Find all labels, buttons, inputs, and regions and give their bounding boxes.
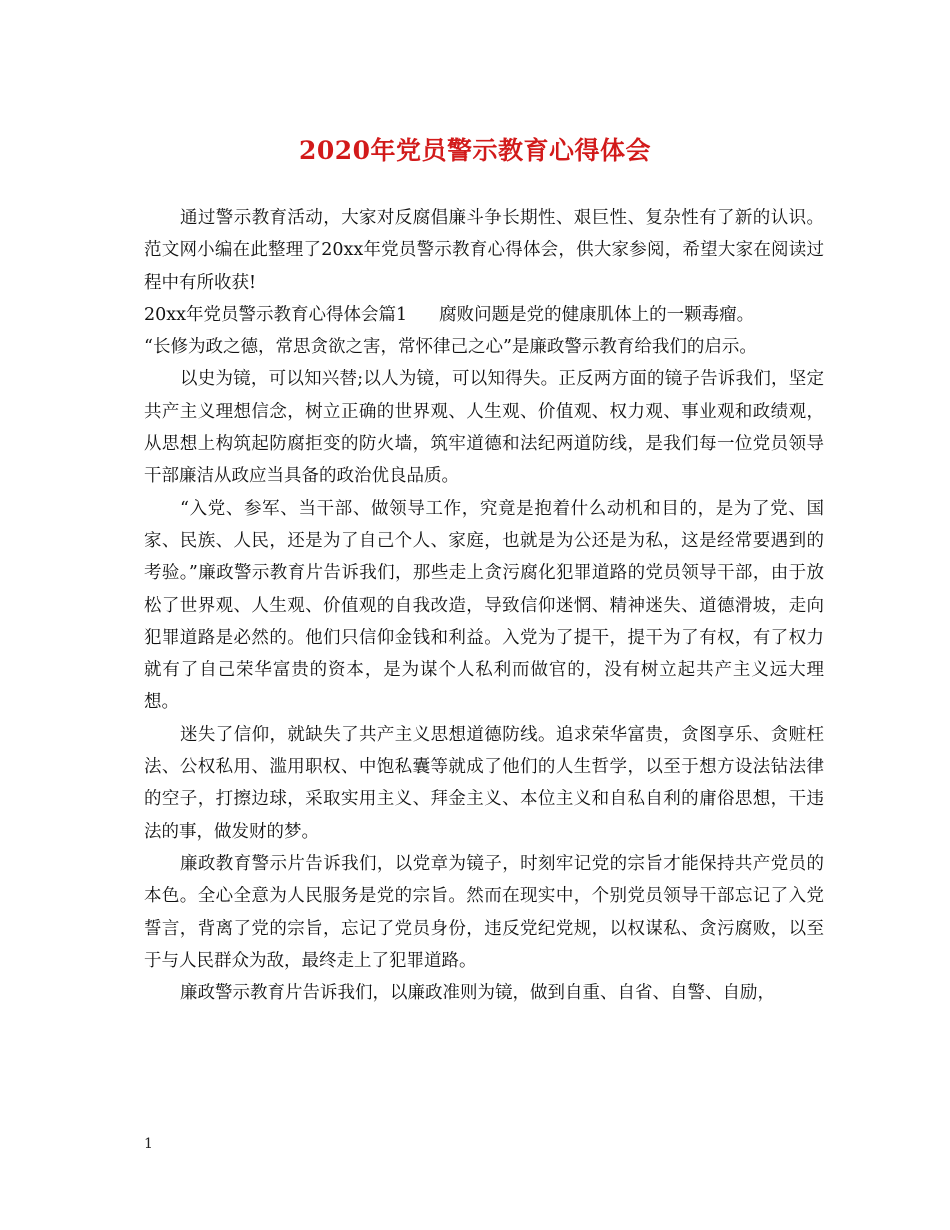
intro-paragraph: 通过警示教育活动，大家对反腐倡廉斗争长期性、艰巨性、复杂性有了新的认识。范文网小编在此整理了20xx年党员警示教育心得体会，供大家参阅，希望大家在阅读过程中有所收获!: [144, 208, 824, 293]
body-paragraph: 迷失了信仰，就缺失了共产主义思想道德防线。追求荣华富贵，贪图享乐、贪赃枉法、公权私用、滥用职权、中饱私囊等就成了他们的人生哲学，以至于想方设法钻法律的空子，打擦边球，采取实用主义、拜金主义、本位主义和自私自利的庸俗思想，干违法的事，做发财的梦。: [144, 724, 824, 842]
document-title: 2020年党员警示教育心得体会: [298, 136, 652, 165]
body-paragraph: 以史为镜，可以知兴替;以人为镜，可以知得失。正反两方面的镜子告诉我们，坚定共产主义理想信念，树立正确的世界观、人生观、价值观、权力观、事业观和政绩观，从思想上构筑起防腐拒变的防火墙，筑牢道德和法纪两道防线，是我们每一位党员领导干部廉洁从政应当具备的政治优良品质。: [144, 369, 824, 487]
section-lead: 腐败问题是党的健康肌体上的一颗毒瘤。: [439, 304, 755, 325]
body-paragraph: 廉政警示教育片告诉我们，以廉政准则为镜，做到自重、自省、自警、自励，: [180, 983, 775, 1004]
section-heading-line: [144, 299, 824, 331]
section-heading: 20xx年党员警示教育心得体会篇1: [144, 304, 408, 325]
body-paragraph: 廉政教育警示片告诉我们，以党章为镜子，时刻牢记党的宗旨才能保持共产党员的本色。全心全意为人民服务是党的宗旨。然而在现实中，个别党员领导干部忘记了入党誓言，背离了党的宗旨，忘记了党员身份，违反党纪党规，以权谋私、贪污腐败，以至于与人民群众为敌，最终走上了犯罪道路。: [144, 853, 824, 971]
page-number: 1: [144, 1136, 153, 1152]
body-paragraph: “入党、参军、当干部、做领导工作，究竟是抱着什么动机和目的，是为了党、国家、民族、人民，还是为了自己个人、家庭，也就是为公还是为私，这是经常要遇到的考验。”廉政警示教育片告诉我们，那些走上贪污腐化犯罪道路的党员领导干部，由于放松了世界观、人生观、价值观的自我改造，导致信仰迷惘、精神迷失、道德滑坡，走向犯罪道路是必然的。他们只信仰金钱和利益。入党为了提干，提干为了有权，有了权力就有了自己荣华富贵的资本，是为谋个人私利而做官的，没有树立起共产主义远大理想。: [144, 498, 824, 713]
quote-paragraph: “长修为政之德，常思贪欲之害，常怀律己之心”是廉政警示教育给我们的启示。: [144, 337, 757, 358]
document-body: [144, 202, 824, 1009]
